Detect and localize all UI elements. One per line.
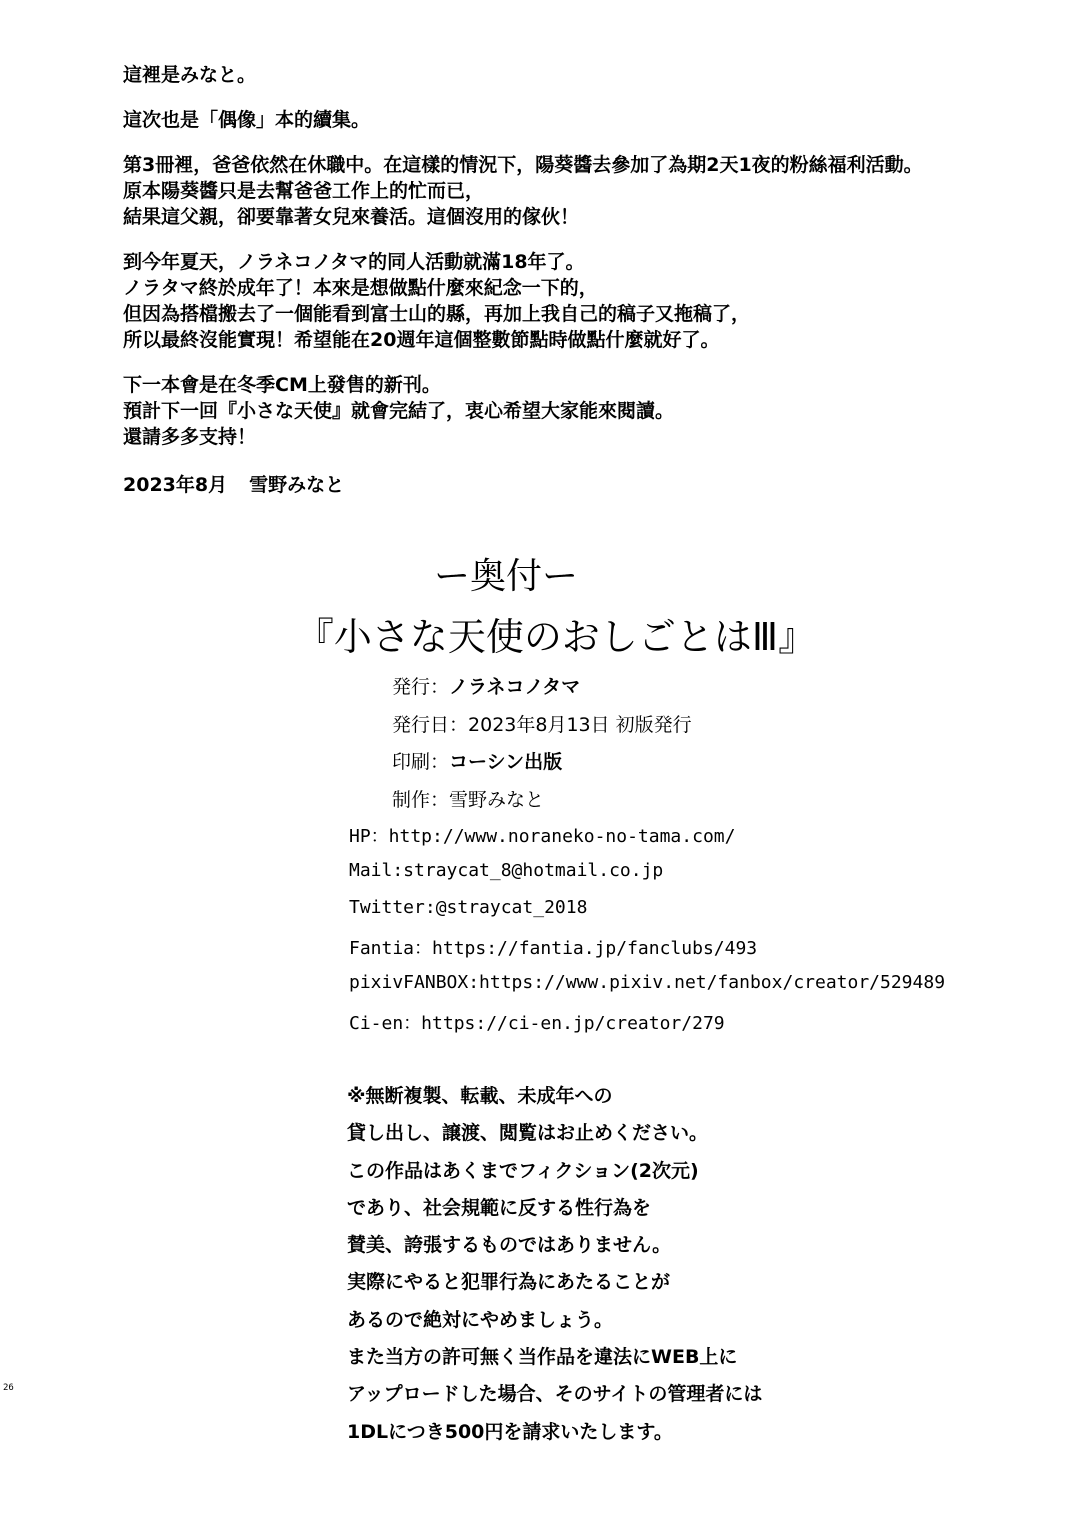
publish-date-value: 2023年8月13日 初版発行 xyxy=(468,714,692,736)
twitter-link[interactable]: Twitter:@straycat_2018 xyxy=(349,897,588,918)
afterword-date: 2023年8月 xyxy=(123,474,228,496)
afterword-paragraph xyxy=(123,107,1023,133)
afterword-line: 這次也是「偶像」本的續集。 xyxy=(123,109,371,131)
afterword-paragraph xyxy=(123,249,1023,353)
printer-value: コーシン出版 xyxy=(449,751,563,773)
afterword-line: 這裡是みなと。 xyxy=(123,64,257,86)
printer-row xyxy=(392,747,562,774)
fanbox-link[interactable]: pixivFANBOX:https://www.pixiv.net/fanbox/creator/529489 xyxy=(349,972,946,993)
publisher-value: ノラネコノタマ xyxy=(449,676,581,698)
afterword-line: 結果這父親，卻要靠著女兒來養活。這個沒用的傢伙！ xyxy=(123,206,580,228)
afterword-line: 還請多多支持！ xyxy=(123,426,257,448)
producer-label: 制作： xyxy=(392,789,450,811)
producer-value: 雪野みなと xyxy=(449,789,545,811)
fantia-link[interactable]: Fantia：https://fantia.jp/fanclubs/493 xyxy=(349,938,758,959)
cien-link[interactable]: Ci-en：https://ci-en.jp/creator/279 xyxy=(349,1013,725,1034)
afterword-paragraph xyxy=(123,372,1023,450)
notice-line: ※無断複製、転載、未成年への xyxy=(347,1085,613,1107)
publish-date-label: 発行日： xyxy=(392,714,469,736)
afterword xyxy=(123,62,1023,469)
afterword-line: 但因為搭檔搬去了一個能看到富士山的縣，再加上我自己的稿子又拖稿了， xyxy=(123,303,751,325)
afterword-line: 原本陽葵醬只是去幫爸爸工作上的忙而已， xyxy=(123,180,485,202)
notice-line: であり、社会規範に反する性行為を xyxy=(347,1196,652,1219)
colophon-heading: ー奥付ー xyxy=(433,556,578,597)
publish-date-row xyxy=(392,710,692,737)
notice-line: また当方の許可無く当作品を違法にWEB上に xyxy=(347,1346,738,1369)
afterword-line: ノラタマ終於成年了！本來是想做點什麼來紀念一下的， xyxy=(123,277,598,299)
notice-line: 賛美、誇張するものではありません。 xyxy=(347,1234,672,1257)
afterword-author: 雪野みなと xyxy=(249,474,345,496)
notice-line: この作品はあくまでフィクション(2次元) xyxy=(347,1159,699,1182)
homepage-link[interactable]: HP：http://www.noraneko-no-tama.com/ xyxy=(349,826,736,847)
afterword-line: 預計下一回『小さな天使』就會完結了，衷心希望大家能來閱讀。 xyxy=(123,400,675,422)
page-number: 26 xyxy=(3,1383,14,1393)
afterword-paragraph xyxy=(123,152,1023,230)
legal-notice xyxy=(347,1081,762,1454)
notice-line: あるので絶対にやめましょう。 xyxy=(347,1308,614,1331)
afterword-line: 下一本會是在冬季CM上發售的新刊。 xyxy=(123,374,441,396)
publisher-label: 発行： xyxy=(392,676,450,698)
afterword-line: 所以最終沒能實現！希望能在20週年這個整數節點時做點什麼就好了。 xyxy=(123,329,720,351)
printer-label: 印刷： xyxy=(392,751,450,773)
notice-line: 1DLにつき500円を請求いたします。 xyxy=(347,1420,673,1443)
notice-line: 貸し出し、譲渡、閲覧はお止めください。 xyxy=(347,1122,709,1145)
afterword-line: 到今年夏天，ノラネコノタマ的同人活動就滿18年了。 xyxy=(123,251,585,273)
producer-row xyxy=(392,785,544,812)
afterword-signature xyxy=(123,470,344,497)
afterword-line: 第3冊裡，爸爸依然在休職中。在這樣的情況下，陽葵醬去參加了為期2天1夜的粉絲福利活動。 xyxy=(123,154,923,176)
notice-line: 実際にやると犯罪行為にあたることが xyxy=(347,1271,671,1294)
publisher-row xyxy=(392,672,580,699)
afterword-paragraph xyxy=(123,62,1023,88)
mail-link[interactable]: Mail:straycat_8@hotmail.co.jp xyxy=(349,860,664,881)
notice-line: アップロードした場合、そのサイトの管理者には xyxy=(347,1383,763,1406)
book-title: 『小さな天使のおしごとはⅢ』 xyxy=(295,615,817,659)
